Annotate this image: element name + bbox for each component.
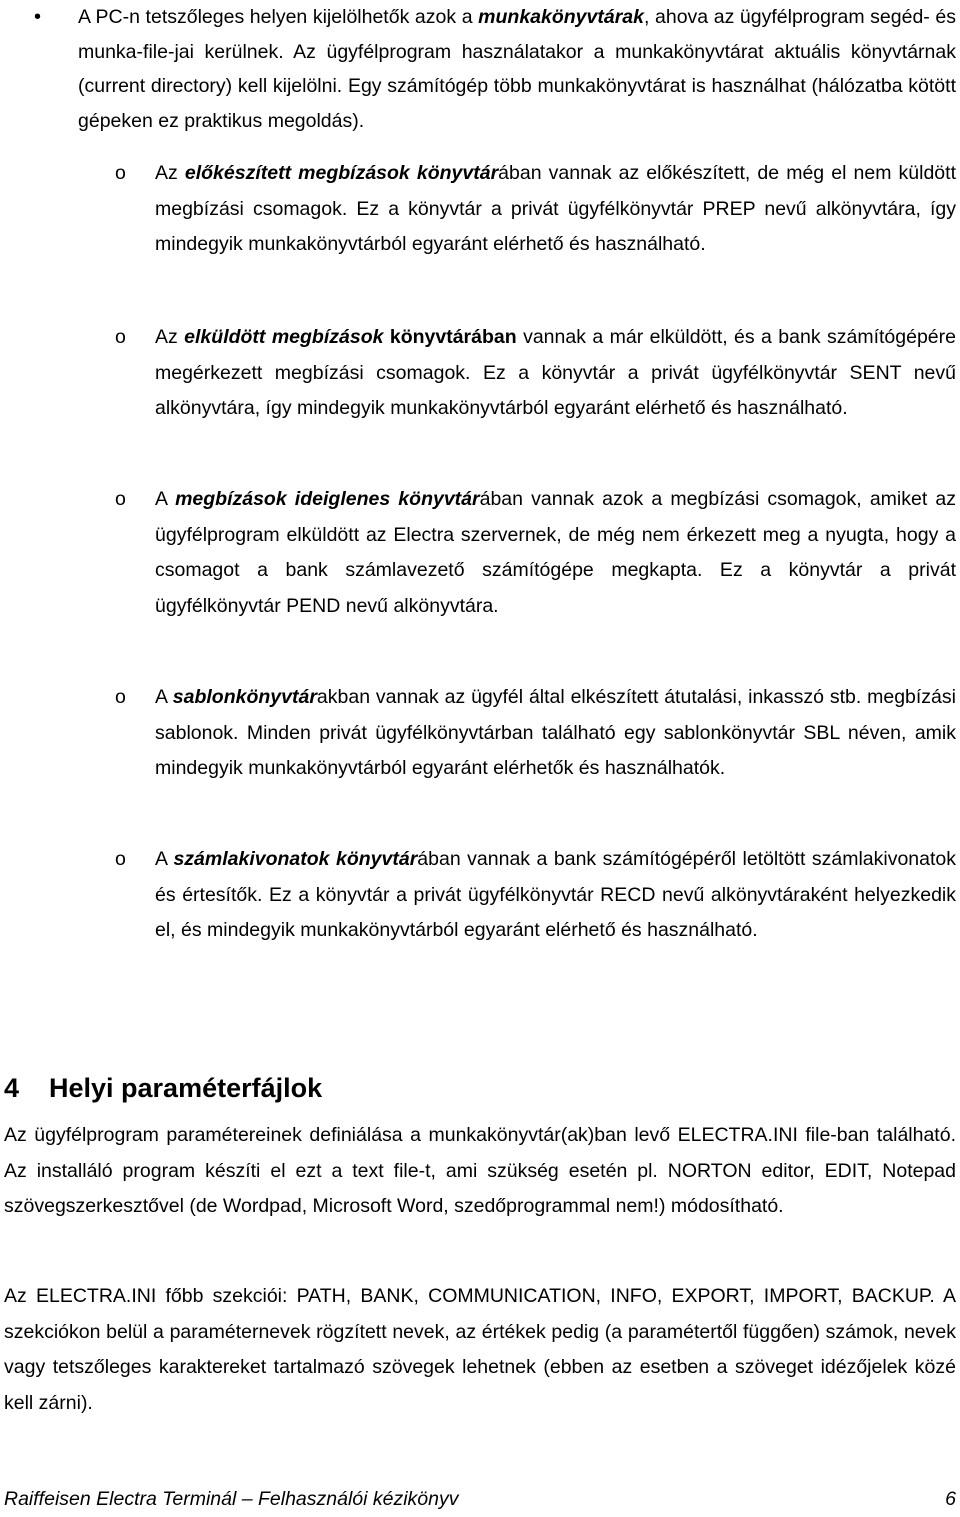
sub-marker-3: o xyxy=(115,488,126,510)
sub-item-emphasis: elküldött megbízások xyxy=(184,326,384,348)
sub-item-recd xyxy=(155,842,956,949)
sub-item-sbl xyxy=(155,680,956,787)
sub-item-text: ában vannak a bank számítógépéről letöltött számlakivonatok és értesítők. Ez a könyvtár a privát ügyfélkönyvtár RECD nevű alkönyvtáraként helyezkedik el, és mindegyik munkakönyvtárból egyaránt elérhető és használható. xyxy=(155,848,956,941)
sub-item-text: ában vannak azok a megbízási csomagok, amiket az ügyfélprogram elküldött az Electra szervernek, de még nem érkezett meg a nyugta, hogy a csomagot a bank számlavezető számítógépe megkapta. Ez a könyvtár a privát ügyfélkönyvtár PEND nevű alkönyvtára. xyxy=(155,488,956,617)
section-number: 4 xyxy=(4,1073,20,1103)
sub-marker-2: o xyxy=(115,326,126,348)
section-paragraph-1: Az ügyfélprogram paramétereinek definiálása a munkakönyvtár(ak)ban levő ELECTRA.INI file-ban található. Az installáló program készíti el ezt a text file-t, ami szükség esetén pl. NORTON editor, EDIT, Notepad szövegszerkesztővel (de Wordpad, Microsoft Word, szedőprogrammal nem!) módosítható. xyxy=(4,1124,956,1217)
sub-item-text: akban vannak az ügyfél által elkészített átutalási, inkasszó stb. megbízási sablonok. Minden privát ügyfélkönyvtárban található egy sablonkönyvtár SBL néven, amik mindegyik munkakönyvtárból egyaránt elérhetők és használhatók. xyxy=(155,686,956,779)
sub-item-prep xyxy=(155,156,956,263)
sub-item-pre: A xyxy=(155,686,173,708)
sub-item-pre: Az xyxy=(155,162,185,184)
bullet-dot-icon: • xyxy=(34,6,42,28)
sub-item-emphasis: számlakivonatok könyvtár xyxy=(173,848,418,870)
sub-item-pre: Az xyxy=(155,326,185,348)
section-paragraph-2: Az ELECTRA.INI főbb szekciói: PATH, BANK, COMMUNICATION, INFO, EXPORT, IMPORT, BACKUP. A szekciókon belül a paraméternevek rögzített nevek, az értékek pedig (a paramétertől függően) számok, nevek vagy tetszőleges karaktereket tartalmazó szövegek lehetnek (ebben az esetben a szöveget idézőjelek közé kell zárni). xyxy=(4,1285,956,1414)
page-footer xyxy=(4,1484,956,1514)
sub-marker-5: o xyxy=(115,848,126,870)
sub-item-text: vannak a már elküldött, és a bank számítógépére megérkezett megbízási csomagok. Ez a könyvtár a privát ügyfélkönyvtár SENT nevű alkönyvtára, így mindegyik munkakönyvtárból egyaránt elérhető és használható. xyxy=(155,326,956,419)
sub-item-text: ában vannak az előkészített, de még el nem küldött megbízási csomagok. Ez a könyvtár a privát ügyfélkönyvtár PREP nevű alkönyvtára, így mindegyik munkakönyvtárból egyaránt elérhető és használható. xyxy=(155,162,956,255)
section-title: Helyi paraméterfájlok xyxy=(49,1073,323,1103)
sub-marker-4: o xyxy=(115,686,126,708)
bullet-text-2: , ahova az ügyfélprogram segéd- és munka-file-jai kerülnek. Az ügyfélprogram használatakor a munkakönyvtárat aktuális könyvtárnak (current directory) kell kijelölni. Egy számítógép több munkakönyvtárat is használhat (hálózatba kötött gépeken ez praktikus megoldás). xyxy=(78,6,956,132)
sub-item-pre: A xyxy=(155,848,174,870)
section-heading xyxy=(4,1068,322,1108)
page-number: 6 xyxy=(945,1488,956,1510)
sub-marker-1: o xyxy=(115,162,126,184)
sub-item-emphasis: sablonkönyvtár xyxy=(172,686,317,708)
bullet-emphasis: munkakönyvtárak xyxy=(478,6,644,28)
footer-title: Raiffeisen Electra Terminál – Felhasználói kézikönyv xyxy=(4,1488,459,1510)
sub-item-pre: A xyxy=(155,488,176,510)
sub-item-emphasis: megbízások ideiglenes könyvtár xyxy=(175,488,480,510)
bullet-text-1: A PC-n tetszőleges helyen kijelölhetők azok a xyxy=(78,6,479,28)
sub-item-pend xyxy=(155,482,956,624)
sub-item-emphasis-2: könyvtárában xyxy=(383,326,517,348)
sub-item-sent xyxy=(155,320,956,427)
bullet-paragraph xyxy=(78,0,956,138)
sub-item-emphasis: előkészített megbízások könyvtár xyxy=(184,162,499,184)
